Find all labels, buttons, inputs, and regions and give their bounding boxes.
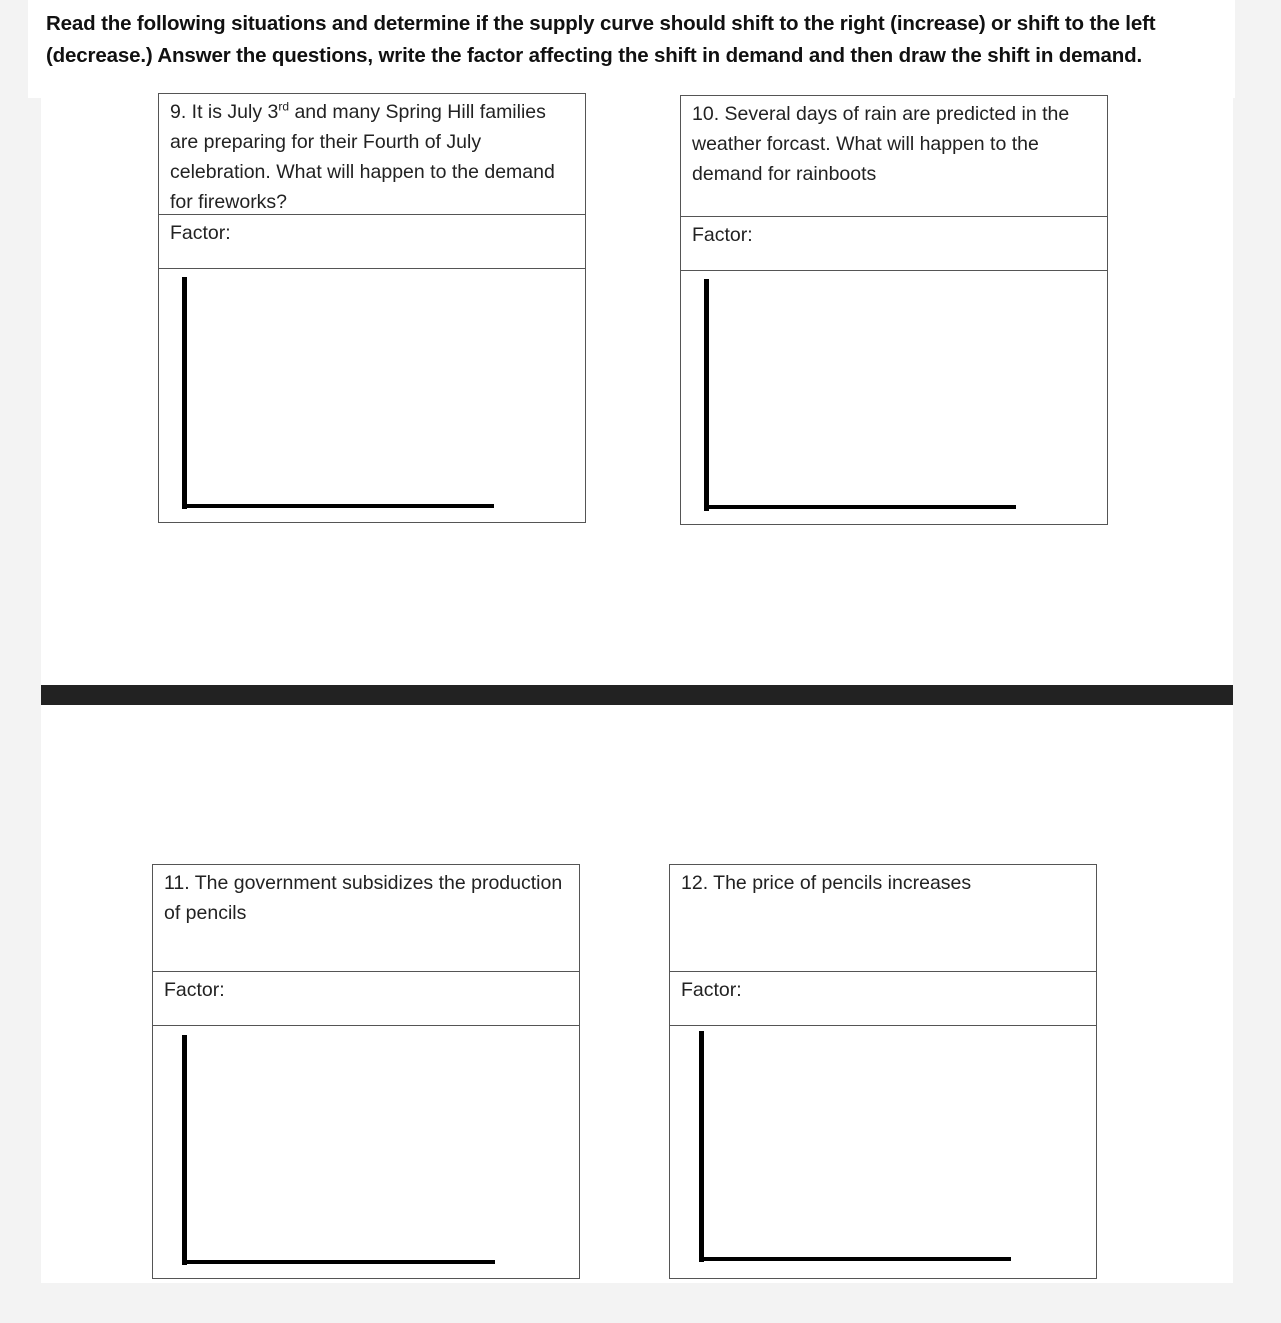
graph-x-axis — [182, 1260, 495, 1264]
factor-field[interactable] — [159, 215, 585, 269]
question-prompt-superscript: rd — [278, 99, 290, 114]
question-card-10 — [680, 95, 1108, 525]
graph-area[interactable] — [670, 1026, 1096, 1278]
question-card-11 — [152, 864, 580, 1279]
graph-y-axis — [704, 279, 709, 511]
graph-area[interactable] — [159, 269, 585, 522]
factor-label: Factor: — [692, 224, 753, 246]
factor-field[interactable] — [153, 972, 579, 1026]
factor-label: Factor: — [681, 979, 742, 1001]
question-prompt: 11. The government subsidizes the production of pencils — [153, 865, 579, 972]
graph-area[interactable] — [681, 271, 1107, 524]
factor-field[interactable] — [670, 972, 1096, 1026]
graph-x-axis — [704, 505, 1016, 509]
question-prompt-start: 9. It is July 3 — [170, 101, 279, 123]
question-prompt-end: and many Spring Hill families are preparing for their Fourth of July celebration. What will happen to the demand for fireworks? — [170, 101, 555, 213]
question-prompt: 12. The price of pencils increases — [670, 865, 1096, 972]
graph-area[interactable] — [153, 1026, 579, 1278]
graph-x-axis — [182, 504, 494, 508]
graph-y-axis — [182, 277, 187, 509]
factor-label: Factor: — [164, 979, 225, 1001]
graph-x-axis — [699, 1257, 1011, 1261]
factor-label: Factor: — [170, 222, 231, 244]
question-card-9 — [158, 93, 586, 523]
graph-y-axis — [182, 1035, 187, 1265]
question-card-12 — [669, 864, 1097, 1279]
question-prompt — [159, 94, 585, 215]
instructions-text: Read the following situations and determine if the supply curve should shift to the right (increase) or shift to the left (decrease.) Answer the questions, write the factor affecting the shift in demand and then draw the shift in demand. — [46, 12, 1156, 67]
question-prompt: 10. Several days of rain are predicted in the weather forcast. What will happen to the demand for rainboots — [681, 96, 1107, 217]
graph-y-axis — [699, 1031, 704, 1262]
factor-field[interactable] — [681, 217, 1107, 271]
section-divider — [41, 685, 1233, 705]
